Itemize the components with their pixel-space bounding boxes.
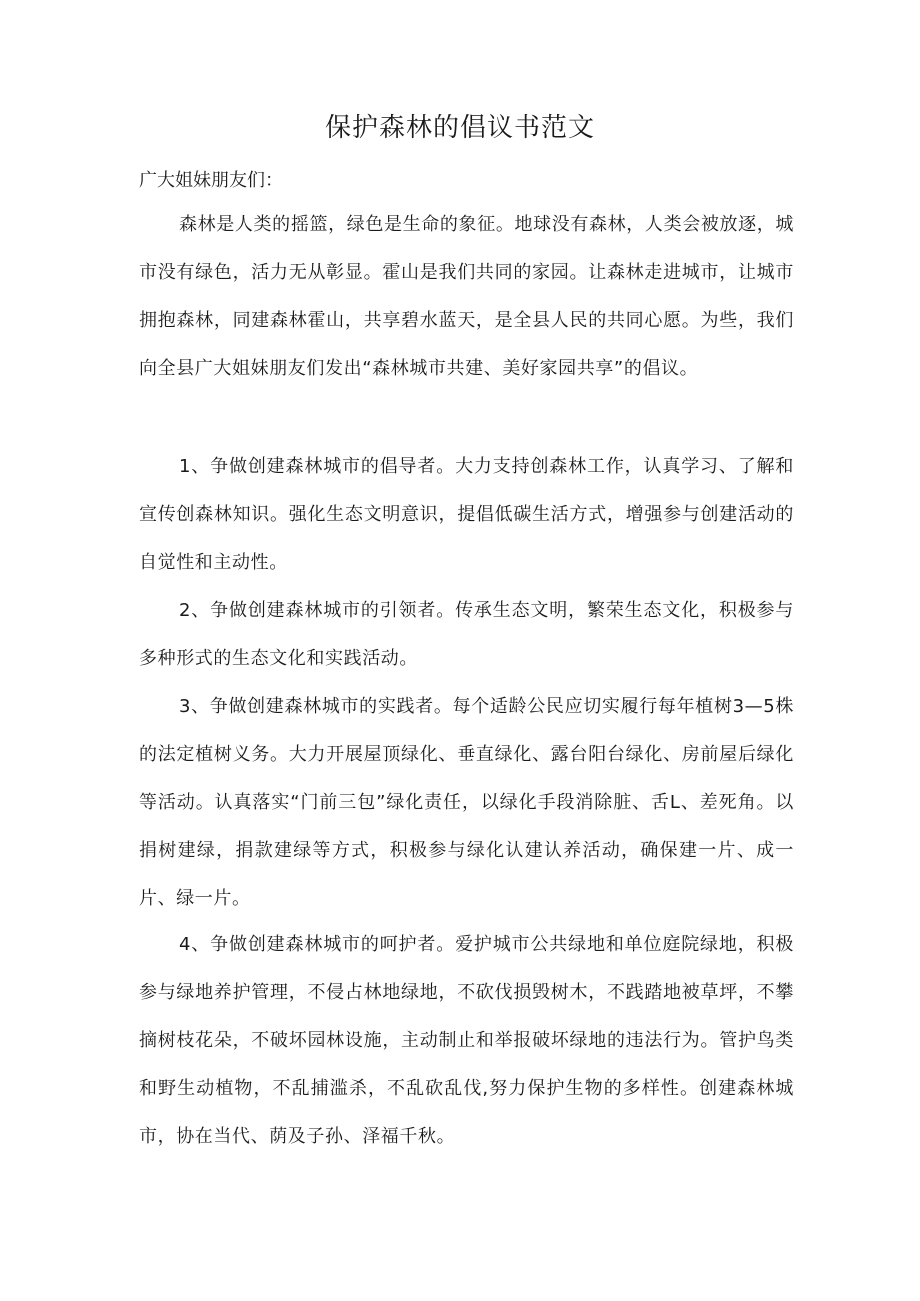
paragraph-proposal-4: 4、争做创建森林城市的呵护者。爱护城市公共绿地和单位庭院绿地，积极参与绿地养护管理，不侵占林地绿地，不砍伐损毁树木，不践踏地被草坪，不攀摘树枝花朵，不破坏园林设施，主动制止和举报破坏绿地的违法行为。管护鸟类和野生动植物，不乱捕滥杀，不乱砍乱伐,努力保护生物的多样性。创建森林城市，协在当代、荫及子孙、泽福千秋。 — [139, 934, 794, 1147]
paragraph-proposal-2: 2、争做创建森林城市的引领者。传承生态文明，繁荣生态文化，积极参与多种形式的生态文化和实践活动。 — [139, 600, 794, 669]
paragraph-proposal-3: 3、争做创建森林城市的实践者。每个适龄公民应切实履行每年植树3—5株的法定植树义务。大力开展屋顶绿化、垂直绿化、露台阳台绿化、房前屋后绿化等活动。认真落实“门前三包”绿化责任，以绿化手段消除脏、舌L、差死角。以捐树建绿，捐款建绿等方式，积极参与绿化认建认养活动，确保建一片、成一片、绿一片。 — [139, 696, 794, 909]
paragraph-proposal-1: 1、争做创建森林城市的倡导者。大力支持创森林工作，认真学习、了解和宣传创森林知识。强化生态文明意识，提倡低碳生活方式，增强参与创建活动的自觉性和主动性。 — [139, 456, 794, 573]
document-title: 保护森林的倡议书范文 — [324, 113, 595, 143]
paragraph-intro: 森林是人类的摇篮，绿色是生命的象征。地球没有森林，人类会被放逐，城市没有绿色，活力无从彰显。霍山是我们共同的家园。让森林走进城市，让城市拥抱森林，同建森林霍山，共享碧水蓝天，是全县人民的共同心愿。为些，我们向全县广大姐妹朋友们发出“森林城市共建、美好家园共享”的倡议。 — [139, 214, 794, 379]
salutation: 广大姐妹朋友们： — [139, 170, 283, 191]
